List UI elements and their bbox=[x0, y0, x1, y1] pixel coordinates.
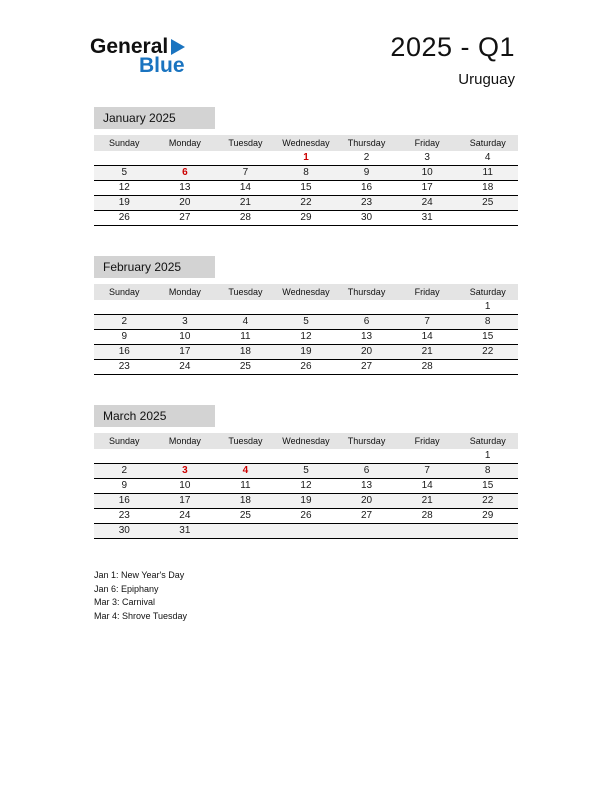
day-cell: 31 bbox=[421, 212, 433, 223]
day-header-row bbox=[94, 284, 518, 300]
day-cell bbox=[336, 300, 397, 314]
day-cell: 13 bbox=[361, 480, 373, 491]
day-cell: 29 bbox=[300, 212, 312, 223]
day-header-label: Friday bbox=[414, 287, 440, 297]
day-cell: 18 bbox=[482, 182, 494, 193]
day-cell: 29 bbox=[482, 510, 494, 521]
day-cell: 12 bbox=[300, 331, 312, 342]
day-cell: 14 bbox=[421, 480, 433, 491]
week-row bbox=[94, 360, 518, 375]
holiday-note: Jan 1: New Year's Day bbox=[94, 570, 185, 580]
day-cell: 27 bbox=[179, 212, 191, 223]
day-cell: 17 bbox=[421, 182, 433, 193]
day-header-label: Monday bbox=[168, 287, 201, 297]
day-cell bbox=[215, 524, 276, 538]
day-cell: 9 bbox=[363, 167, 370, 178]
day-header-label: Saturday bbox=[469, 287, 506, 297]
day-cell: 3 bbox=[182, 316, 188, 327]
day-cell: 20 bbox=[361, 495, 373, 506]
day-cell: 23 bbox=[118, 510, 130, 521]
day-cell: 9 bbox=[121, 331, 128, 342]
day-cell bbox=[94, 151, 155, 165]
day-cell: 28 bbox=[421, 510, 433, 521]
day-cell: 5 bbox=[121, 167, 128, 178]
day-cell: 14 bbox=[239, 182, 251, 193]
day-cell bbox=[397, 300, 458, 314]
day-cell bbox=[155, 300, 216, 314]
holiday-note: Jan 6: Epiphany bbox=[94, 583, 159, 594]
day-cell: 12 bbox=[118, 182, 130, 193]
day-cell: 5 bbox=[303, 465, 309, 476]
country-subtitle: Uruguay bbox=[458, 71, 515, 88]
day-header-label: Wednesday bbox=[282, 287, 330, 297]
day-cell: 8 bbox=[484, 316, 491, 327]
day-header-label: Friday bbox=[414, 138, 440, 148]
day-cell: 19 bbox=[300, 346, 312, 357]
day-cell bbox=[397, 449, 458, 463]
day-cell: 13 bbox=[179, 182, 191, 193]
months bbox=[94, 107, 518, 539]
day-cell: 11 bbox=[482, 167, 493, 178]
day-cell: 28 bbox=[421, 361, 433, 372]
logo-triangle-icon bbox=[171, 39, 185, 55]
day-cell bbox=[215, 300, 276, 314]
day-cell: 11 bbox=[240, 480, 251, 491]
day-cell: 15 bbox=[482, 480, 494, 491]
day-header-label: Sunday bbox=[109, 287, 140, 297]
month-block bbox=[94, 107, 518, 226]
day-cell: 21 bbox=[421, 495, 433, 506]
holiday-notes bbox=[94, 569, 518, 623]
day-cell: 8 bbox=[303, 167, 309, 178]
day-cell: 15 bbox=[482, 331, 494, 342]
week-row bbox=[94, 330, 518, 345]
day-cell: 13 bbox=[361, 331, 373, 342]
day-header-label: Thursday bbox=[347, 287, 386, 297]
day-header-row bbox=[94, 135, 518, 151]
week-row bbox=[94, 315, 518, 330]
day-cell bbox=[94, 449, 155, 463]
day-cell: 24 bbox=[179, 361, 191, 372]
holiday-day-cell: 4 bbox=[242, 465, 249, 476]
day-cell: 2 bbox=[121, 316, 128, 327]
day-cell bbox=[336, 524, 397, 538]
month-block bbox=[94, 256, 518, 375]
day-cell: 25 bbox=[482, 197, 494, 208]
day-cell: 10 bbox=[421, 167, 433, 178]
day-cell bbox=[457, 211, 518, 225]
day-cell bbox=[457, 524, 518, 538]
holiday-day-cell: 1 bbox=[303, 152, 309, 163]
day-cell: 25 bbox=[239, 361, 251, 372]
day-cell: 22 bbox=[300, 197, 312, 208]
day-header-label: Thursday bbox=[347, 138, 386, 148]
day-cell: 22 bbox=[482, 346, 494, 357]
day-cell: 24 bbox=[179, 510, 191, 521]
day-cell: 7 bbox=[242, 167, 249, 178]
day-cell: 15 bbox=[300, 182, 312, 193]
week-row bbox=[94, 181, 518, 196]
day-cell bbox=[215, 151, 276, 165]
day-cell bbox=[457, 360, 518, 374]
week-row bbox=[94, 345, 518, 360]
day-cell: 19 bbox=[300, 495, 312, 506]
day-cell: 19 bbox=[118, 197, 130, 208]
holiday-note: Mar 4: Shrove Tuesday bbox=[94, 610, 188, 621]
day-cell bbox=[155, 151, 216, 165]
day-cell: 18 bbox=[239, 346, 251, 357]
day-cell: 1 bbox=[484, 450, 491, 461]
day-cell: 20 bbox=[361, 346, 373, 357]
day-cell: 24 bbox=[421, 197, 433, 208]
day-cell bbox=[94, 300, 155, 314]
day-cell: 7 bbox=[424, 465, 430, 476]
day-cell bbox=[397, 524, 458, 538]
day-cell bbox=[276, 449, 337, 463]
weeks bbox=[94, 449, 518, 539]
day-cell: 23 bbox=[361, 197, 373, 208]
day-cell: 4 bbox=[484, 152, 491, 163]
day-cell bbox=[276, 524, 337, 538]
week-row bbox=[94, 151, 518, 166]
day-cell: 16 bbox=[118, 495, 130, 506]
page-title: 2025 - Q1 bbox=[390, 32, 515, 62]
day-header-label: Wednesday bbox=[282, 436, 330, 446]
day-header-label: Friday bbox=[414, 436, 440, 446]
day-header-label: Sunday bbox=[109, 436, 140, 446]
day-cell: 26 bbox=[300, 361, 312, 372]
day-header-label: Sunday bbox=[109, 138, 140, 148]
day-cell: 28 bbox=[239, 212, 251, 223]
day-cell: 17 bbox=[179, 346, 191, 357]
month-title: February 2025 bbox=[94, 256, 215, 278]
day-cell: 26 bbox=[118, 212, 130, 223]
day-header-label: Saturday bbox=[469, 138, 506, 148]
holiday-note: Mar 3: Carnival bbox=[94, 597, 156, 607]
day-cell: 11 bbox=[240, 331, 251, 342]
week-row bbox=[94, 166, 518, 181]
day-cell: 14 bbox=[421, 331, 433, 342]
day-header-label: Tuesday bbox=[228, 436, 263, 446]
day-cell: 9 bbox=[121, 480, 128, 491]
day-cell: 26 bbox=[300, 510, 312, 521]
week-row bbox=[94, 524, 518, 539]
day-header-label: Tuesday bbox=[228, 138, 263, 148]
day-cell: 5 bbox=[303, 316, 309, 327]
week-row bbox=[94, 196, 518, 211]
day-cell: 3 bbox=[424, 152, 430, 163]
day-cell bbox=[155, 449, 216, 463]
holiday-day-cell: 3 bbox=[182, 465, 188, 476]
day-header-label: Monday bbox=[168, 436, 201, 446]
day-cell: 7 bbox=[424, 316, 430, 327]
day-cell: 21 bbox=[239, 197, 251, 208]
month-title: January 2025 bbox=[94, 107, 215, 129]
day-cell bbox=[336, 449, 397, 463]
month-block bbox=[94, 405, 518, 539]
day-cell: 16 bbox=[361, 182, 373, 193]
day-header-label: Saturday bbox=[469, 436, 506, 446]
day-cell: 21 bbox=[421, 346, 433, 357]
day-cell: 22 bbox=[482, 495, 494, 506]
week-row bbox=[94, 509, 518, 524]
week-row bbox=[94, 464, 518, 479]
day-cell bbox=[215, 449, 276, 463]
week-row bbox=[94, 479, 518, 494]
day-cell: 17 bbox=[179, 495, 191, 506]
day-cell: 2 bbox=[121, 465, 128, 476]
day-header-row bbox=[94, 433, 518, 449]
day-cell: 30 bbox=[118, 525, 130, 536]
day-cell: 12 bbox=[300, 480, 312, 491]
day-cell: 8 bbox=[484, 465, 491, 476]
month-title: March 2025 bbox=[94, 405, 215, 427]
week-row bbox=[94, 449, 518, 464]
day-header-label: Tuesday bbox=[228, 287, 263, 297]
general-blue-logo bbox=[90, 36, 185, 76]
day-header-label: Wednesday bbox=[282, 138, 330, 148]
day-cell: 25 bbox=[239, 510, 251, 521]
week-row bbox=[94, 300, 518, 315]
day-header-label: Thursday bbox=[347, 436, 386, 446]
day-cell: 6 bbox=[363, 316, 370, 327]
day-cell: 20 bbox=[179, 197, 191, 208]
day-cell: 2 bbox=[363, 152, 370, 163]
title-area bbox=[390, 32, 515, 88]
day-cell: 27 bbox=[361, 510, 373, 521]
holiday-day-cell: 6 bbox=[182, 167, 188, 178]
day-cell: 10 bbox=[179, 331, 191, 342]
week-row bbox=[94, 211, 518, 226]
day-header-label: Monday bbox=[168, 138, 201, 148]
logo-text-blue: Blue bbox=[139, 54, 185, 77]
weeks bbox=[94, 300, 518, 375]
day-cell: 23 bbox=[118, 361, 130, 372]
day-cell: 16 bbox=[118, 346, 130, 357]
week-row bbox=[94, 494, 518, 509]
day-cell: 30 bbox=[361, 212, 373, 223]
day-cell: 6 bbox=[363, 465, 370, 476]
day-cell: 18 bbox=[239, 495, 251, 506]
day-cell bbox=[276, 300, 337, 314]
weeks bbox=[94, 151, 518, 226]
day-cell: 31 bbox=[179, 525, 191, 536]
logo-text-general: General bbox=[90, 35, 169, 58]
calendar-content bbox=[94, 107, 518, 623]
day-cell: 10 bbox=[179, 480, 191, 491]
day-cell: 1 bbox=[484, 301, 491, 312]
day-cell: 4 bbox=[242, 316, 249, 327]
day-cell: 27 bbox=[361, 361, 373, 372]
